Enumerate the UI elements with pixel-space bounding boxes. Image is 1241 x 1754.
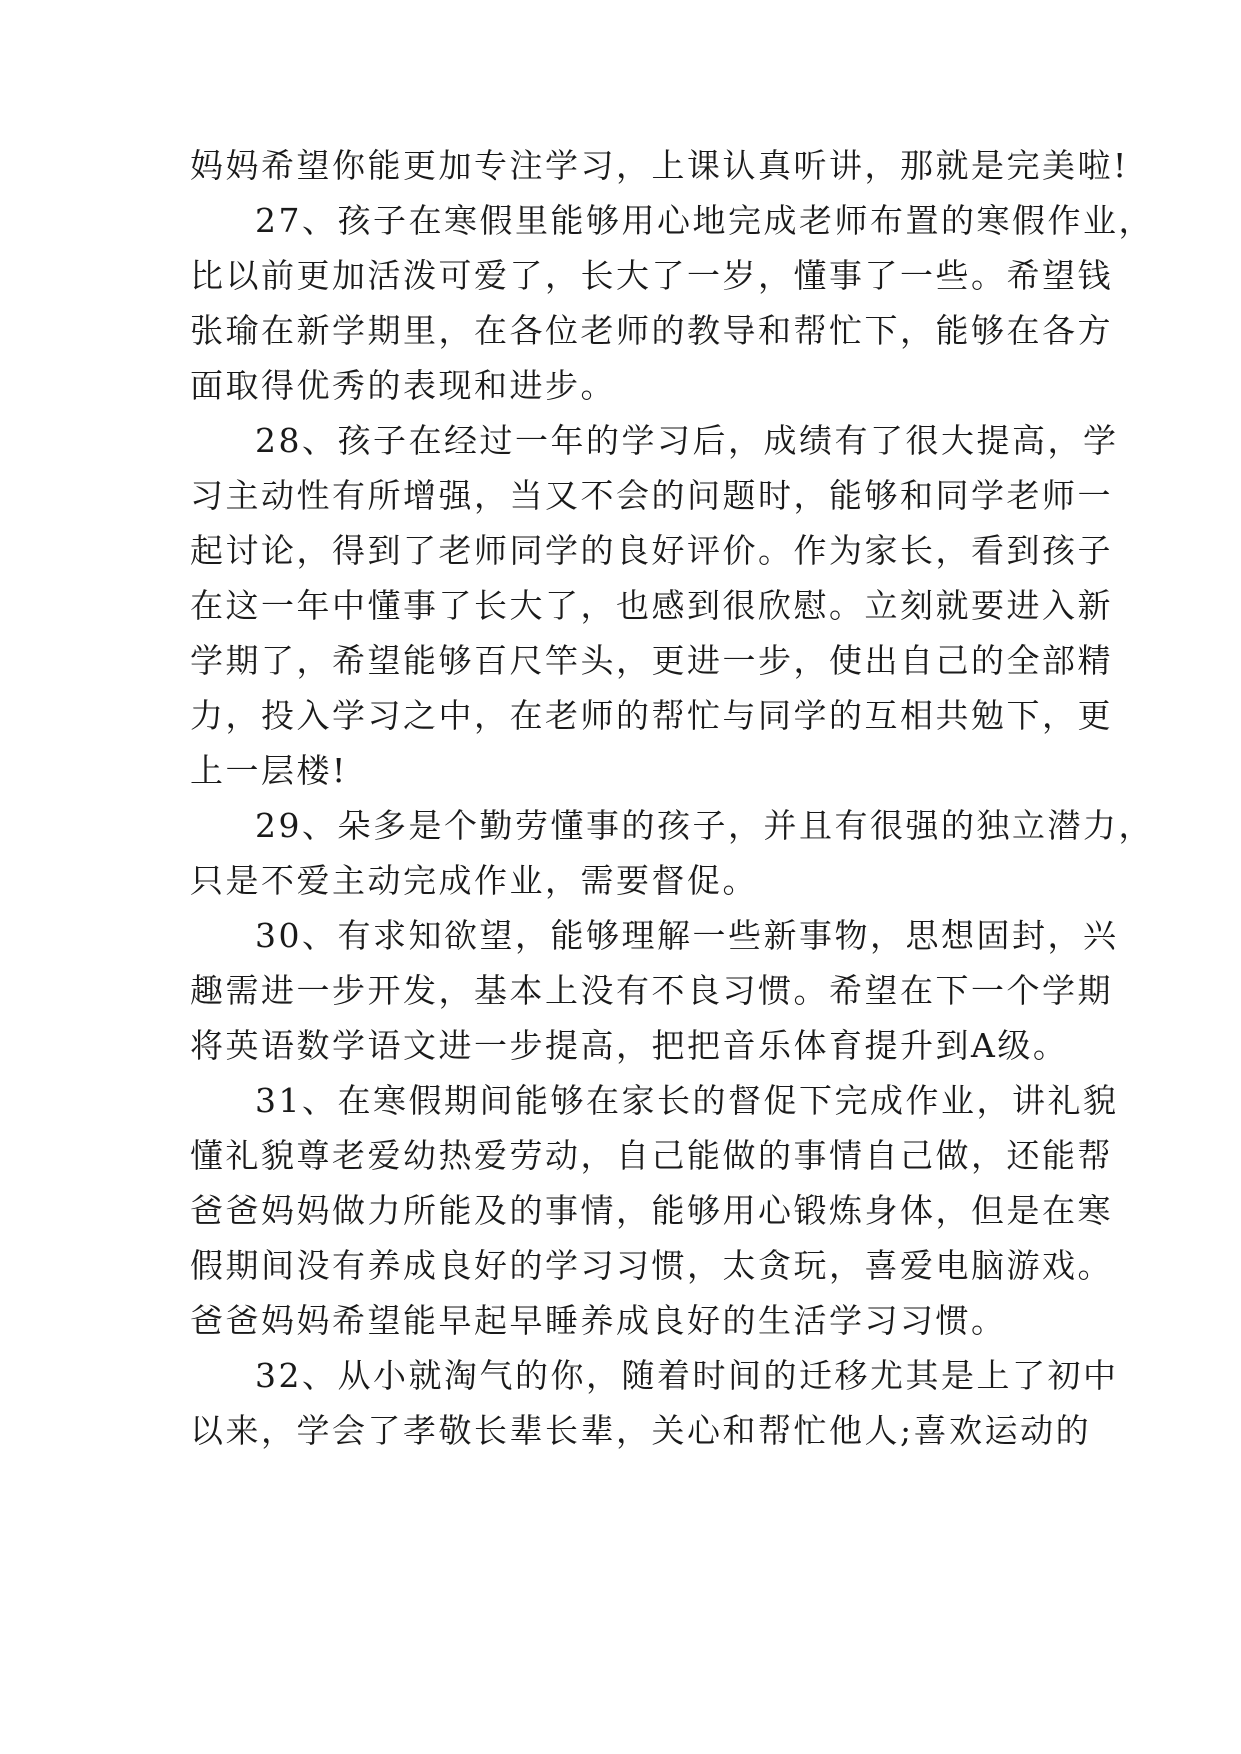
text-line: 在这一年中懂事了长大了，也感到很欣慰。立刻就要进入新 — [190, 586, 1113, 625]
text-line: 上一层楼! — [190, 751, 348, 790]
text-line: 27、孩子在寒假里能够用心地完成老师布置的寒假作业， — [255, 201, 1154, 240]
text-line: 29、朵多是个勤劳懂事的孩子，并且有很强的独立潜力， — [255, 806, 1154, 845]
text-line: 面取得优秀的表现和进步。 — [190, 366, 616, 405]
text-line: 张瑜在新学期里，在各位老师的教导和帮忙下，能够在各方 — [190, 311, 1113, 350]
text-line: 懂礼貌尊老爱幼热爱劳动，自己能做的事情自己做，还能帮 — [190, 1136, 1113, 1175]
text-line: 爸爸妈妈希望能早起早睡养成良好的生活学习习惯。 — [190, 1301, 1007, 1340]
text-line: 30、有求知欲望，能够理解一些新事物，思想固封，兴 — [255, 916, 1119, 955]
text-line: 31、在寒假期间能够在家长的督促下完成作业，讲礼貌 — [255, 1081, 1119, 1120]
text-line: 32、从小就淘气的你，随着时间的迁移尤其是上了初中 — [255, 1356, 1119, 1395]
text-line: 假期间没有养成良好的学习习惯，太贪玩，喜爱电脑游戏。 — [190, 1246, 1113, 1285]
text-line: 将英语数学语文进一步提高，把把音乐体育提升到A级。 — [190, 1026, 1069, 1065]
text-line: 比以前更加活泼可爱了，长大了一岁，懂事了一些。希望钱 — [190, 256, 1113, 295]
text-line: 趣需进一步开发，基本上没有不良习惯。希望在下一个学期 — [190, 971, 1113, 1010]
text-line: 习主动性有所增强，当又不会的问题时，能够和同学老师一 — [190, 476, 1113, 515]
text-line: 以来，学会了孝敬长辈长辈，关心和帮忙他人;喜欢运动的 — [190, 1411, 1092, 1450]
text-line: 28、孩子在经过一年的学习后，成绩有了很大提高，学 — [255, 421, 1119, 460]
text-line: 学期了，希望能够百尺竿头，更进一步，使出自己的全部精 — [190, 641, 1113, 680]
text-line: 起讨论，得到了老师同学的良好评价。作为家长，看到孩子 — [190, 531, 1113, 570]
text-line: 只是不爱主动完成作业，需要督促。 — [190, 861, 758, 900]
text-line: 爸爸妈妈做力所能及的事情，能够用心锻炼身体，但是在寒 — [190, 1191, 1113, 1230]
text-line: 妈妈希望你能更加专注学习，上课认真听讲，那就是完美啦! — [190, 146, 1129, 185]
text-line: 力，投入学习之中，在老师的帮忙与同学的互相共勉下，更 — [190, 696, 1113, 735]
